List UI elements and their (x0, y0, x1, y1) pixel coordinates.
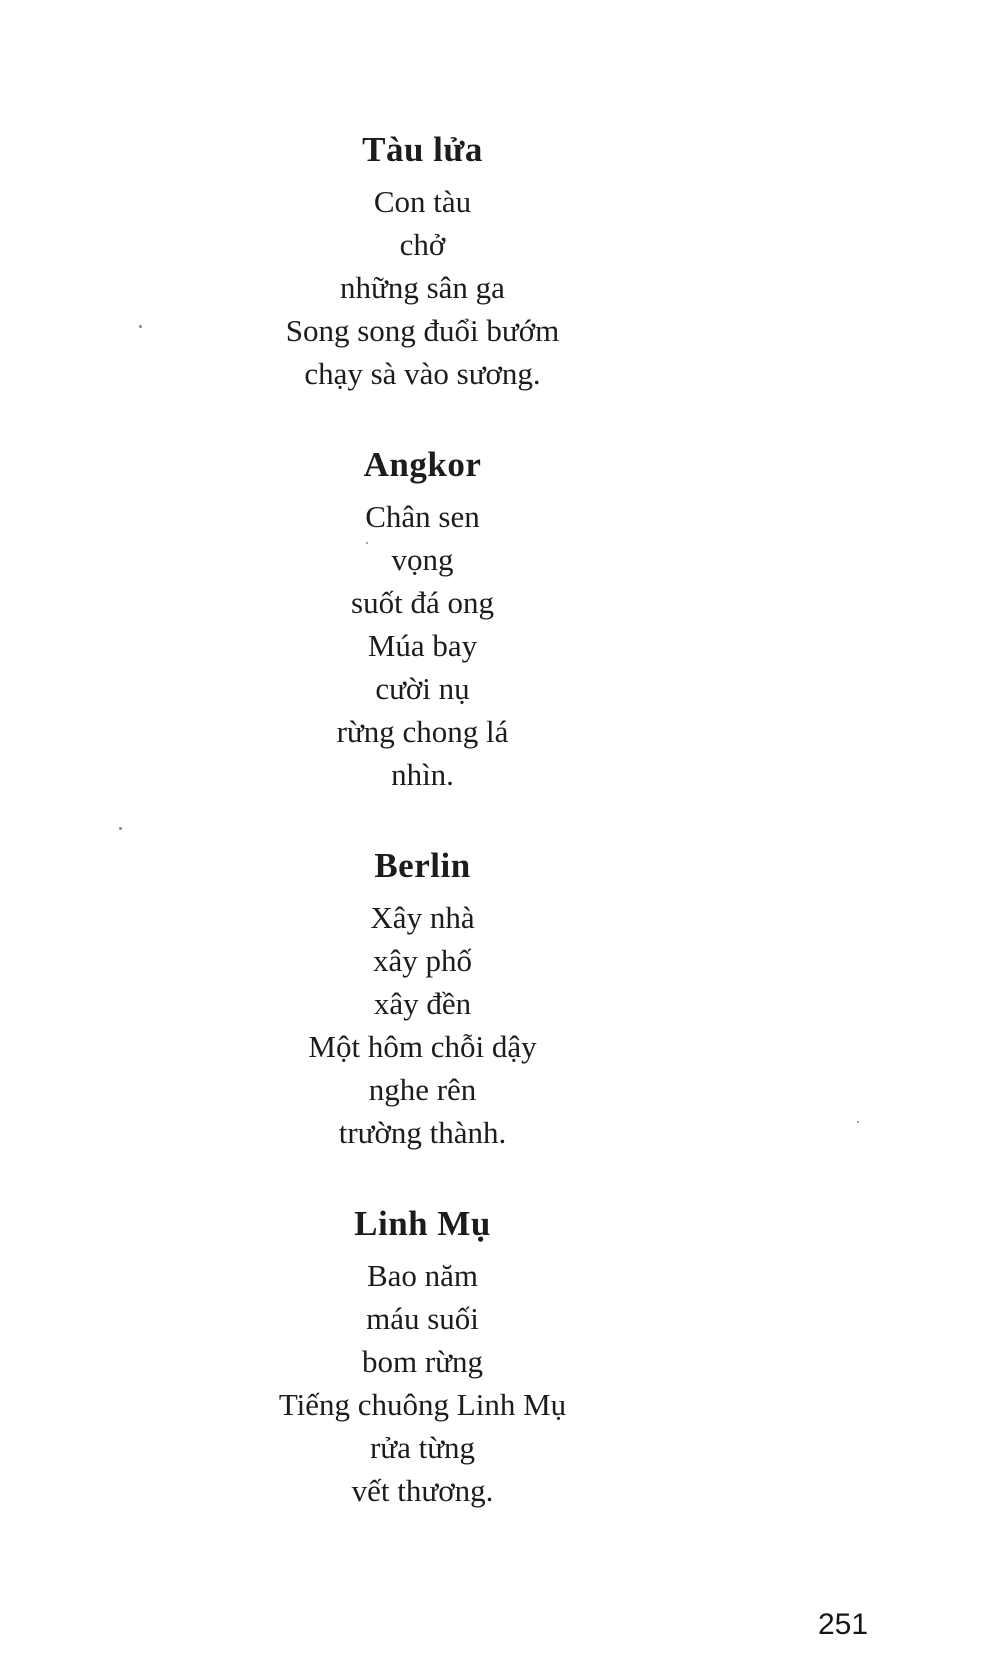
scan-speck (857, 1121, 859, 1123)
poem-title: Berlin (374, 846, 471, 885)
scan-speck (366, 542, 368, 544)
poem-line: Chân sen (365, 499, 480, 534)
poem-title: Angkor (363, 445, 482, 484)
poem-line: rừng chong lá (336, 714, 509, 749)
poem (0, 441, 845, 796)
poem (0, 126, 845, 395)
poem-title: Linh Mụ (354, 1204, 491, 1243)
poem-line: nhìn. (391, 757, 454, 792)
poem (0, 842, 845, 1154)
poem (0, 1200, 845, 1512)
scan-speck (139, 325, 142, 328)
poem-line: Múa bay (367, 628, 478, 663)
page-number: 251 (817, 1608, 869, 1641)
poem-line: chở (399, 227, 446, 262)
poem-line: vết thương. (351, 1473, 494, 1508)
poem-line: rửa từng (369, 1430, 476, 1465)
poem-line: chạy sà vào sương. (304, 356, 541, 391)
poem-line: vọng (391, 542, 454, 577)
poem-line: Tiếng chuông Linh Mụ (278, 1387, 567, 1422)
poem-line: bom rừng (362, 1344, 483, 1379)
poem-line: xây phố (372, 943, 472, 978)
scan-speck (119, 827, 122, 830)
poem-line: Một hôm chỗi dậy (308, 1029, 537, 1064)
poem-line: cười nụ (375, 671, 470, 706)
poem-line: xây đền (373, 986, 472, 1021)
poem-title: Tàu lửa (362, 130, 483, 169)
poem-line: Xây nhà (370, 900, 475, 935)
poem-line: suốt đá ong (351, 585, 494, 620)
poems (0, 126, 845, 1558)
poem-line: Bao năm (366, 1258, 479, 1293)
poem-line: nghe rên (368, 1072, 477, 1107)
poem-line: trường thành. (338, 1115, 507, 1150)
poem-line: Song song đuổi bướm (285, 313, 560, 348)
poem-line: những sân ga (340, 270, 505, 305)
poem-line: Con tàu (373, 184, 472, 219)
poem-line: máu suối (366, 1301, 479, 1336)
